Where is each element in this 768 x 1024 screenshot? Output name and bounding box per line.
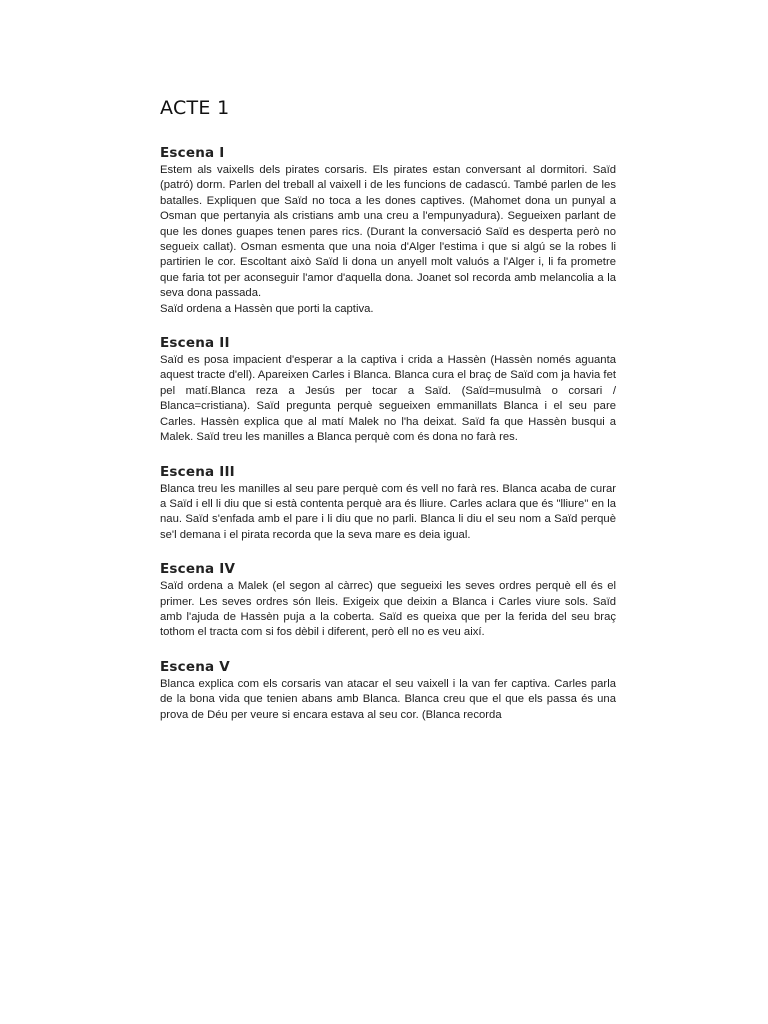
scene-paragraph: Saïd ordena a Hassèn que porti la captiva. <box>160 302 374 315</box>
scene-title: Escena III <box>160 463 235 480</box>
document-page <box>160 97 616 741</box>
scene-paragraph: Saïd ordena a Malek (el segon al càrrec) que segueixi les seves ordres perquè ell és el primer. Les seves ordres són lleis. Exigeix que deixin a Blanca i Carles viure sols. Saïd amb l'ajuda de Hassèn puja a la coberta. Saïd es queixa que per la ferida del seu braç tothom el tracta com si fos dèbil i diferent, però ell no es veu així. <box>160 580 616 639</box>
scene-text <box>160 677 616 723</box>
scene-text <box>160 482 616 544</box>
scene-5 <box>160 659 616 723</box>
scene-text <box>160 579 616 641</box>
scene-4 <box>160 561 616 641</box>
scene-title: Escena V <box>160 658 230 675</box>
scene-paragraph: Blanca explica com els corsaris van atacar el seu vaixell i la van fer captiva. Carles parla de la bona vida que tenien abans amb Blanca. Blanca creu que el que els passa és una prova de Déu per veure si encara estava al seu cor. (Blanca recorda <box>160 677 616 721</box>
scene-paragraph: Estem als vaixells dels pirates corsaris. Els pirates estan conversant al dormitori. Saïd (patró) dorm. Parlen del treball al vaixell i de les funcions de cadascú. També parlen de les batalles. Expliquen que Saïd no toca a les dones captives. (Mahomet dona un punyal a Osman que pertanyia als cristians amb una creu a l'empunyadura). Segueixen parlant de que les dones guapes tenen pares rics. (Durant la conversació Saïd es desperta però no segueix callat). Osman esmenta que una noia d'Alger l'estima i que si algú se la robes li partirien le cor. Escoltant això Saïd li dona un anyell molt valuós a l'Alger i, li fa prometre que faria tot per aconseguir l'amor d'aquella dona. Joanet sol recorda amb melancolia a la seva dona passada. <box>160 164 616 300</box>
act-title: ACTE 1 <box>160 97 230 119</box>
scene-title: Escena I <box>160 145 225 161</box>
scene-3 <box>160 464 616 544</box>
scene-text <box>160 353 616 445</box>
scene-paragraph: Blanca treu les manilles al seu pare perquè com és vell no farà res. Blanca acaba de curar a Saïd i ell li diu que si està contenta perquè ara és lliure. Carles aclara que és "lliure" en la nau. Saïd s'enfada amb el pare i li diu que no parli. Blanca li diu el seu nom a Saïd perquè se'l demana i el pirata recorda que la seva mare es deia igual. <box>160 482 616 541</box>
scene-title: Escena II <box>160 335 230 352</box>
scene-title: Escena IV <box>160 561 236 578</box>
scene-1 <box>160 145 616 317</box>
scene-text <box>160 163 616 317</box>
scene-paragraph: Saïd es posa impacient d'esperar a la captiva i crida a Hassèn (Hassèn només aguanta aquest tracte d'ell). Apareixen Carles i Blanca. Blanca cura el braç de Saïd com ja havia fet pel matí.Blanca reza a Jesús per tocar a Saïd. (Saïd=musulmà o corsari / Blanca=cristiana). Saïd pregunta perquè segueixen emmanillats Blanca i el seu pare Carles. Hassèn explica que al matí Malek no l'ha deixat. Saïd fa que Hassèn busqui a Malek. Saïd treu les manilles a Blanca perquè com és dona no farà res. <box>160 354 616 444</box>
scene-2 <box>160 335 616 445</box>
